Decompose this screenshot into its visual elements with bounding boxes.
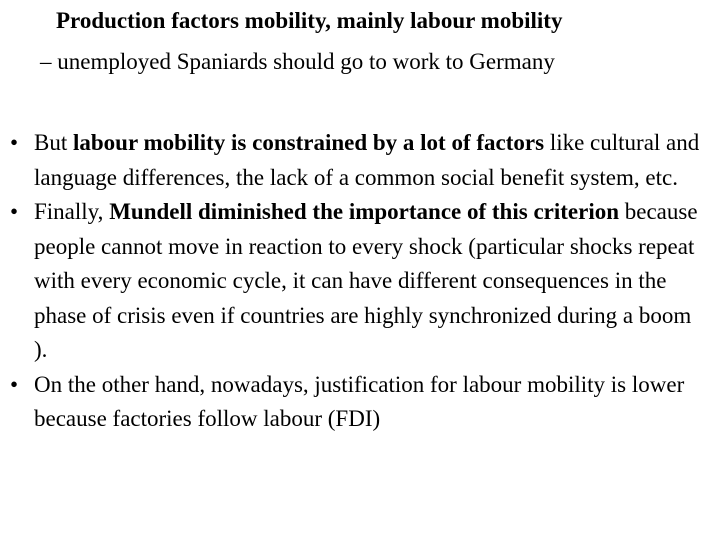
bullet-icon: • [9,371,19,397]
bullet-text-plain: But [34,130,73,155]
bullet-item [0,195,720,368]
bullet-list [0,126,720,437]
bullet-item [0,368,720,437]
bullet-text-rest: like cultural and language differences, the lack of a common social benefit system, etc. [34,130,700,190]
bullet-text-bold: Mundell diminished the importance of this criterion [109,199,620,224]
bullet-item [0,126,720,195]
slide-title: Production factors mobility, mainly labour mobility [56,8,563,33]
bullet-text-bold: labour mobility is constrained by a lot of factors [72,130,545,155]
bullet-icon: • [9,199,19,224]
bullet-text: On the other hand, nowadays, justification for labour mobility is lower because factories follow labour (FDI) [34,371,685,431]
bullet-text-rest: because people cannot move in reaction to every shock (particular shocks repeat with every economic cycle, it can have different consequences in the phase of crisis even if countries are highly synchronized during a boom ). [34,199,698,362]
bullet-icon: • [9,130,19,155]
bullet-text-plain: Finally, [34,199,110,224]
slide-subtitle: – unemployed Spaniards should go to work to Germany [40,49,555,74]
